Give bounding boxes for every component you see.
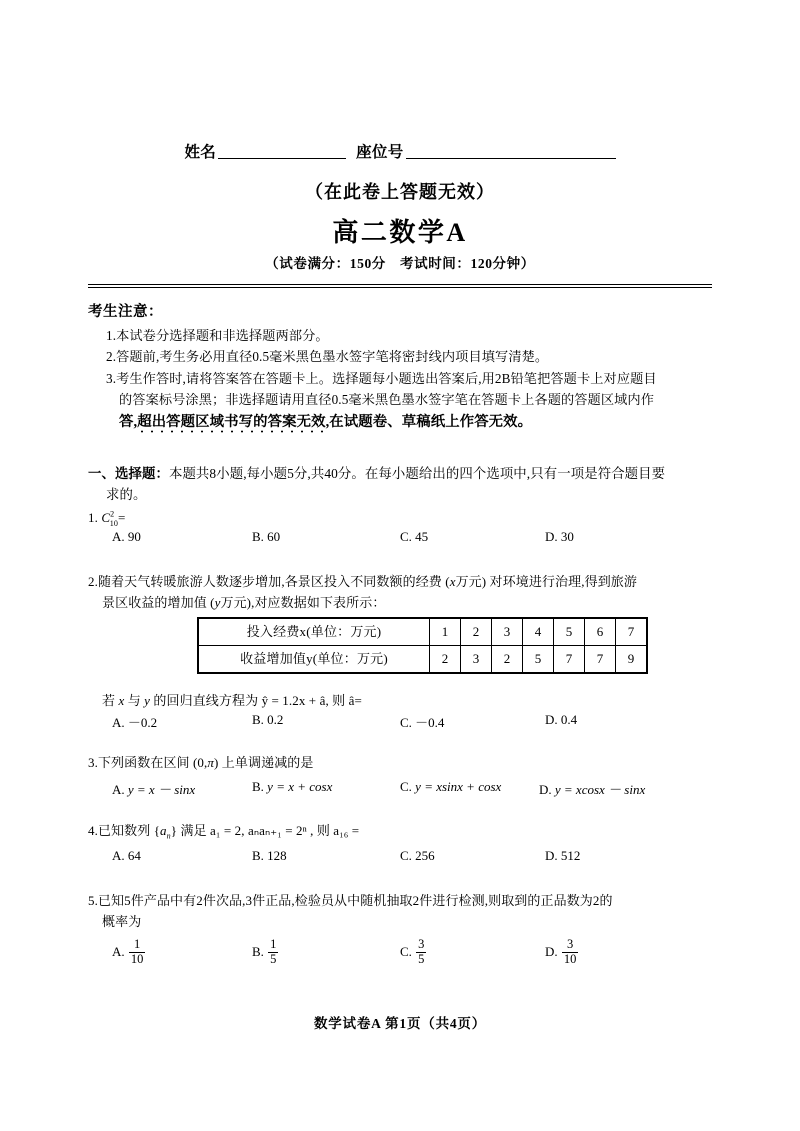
question-5	[88, 890, 716, 932]
option-b[interactable]	[252, 938, 279, 966]
q2-sub-b: 与	[127, 693, 141, 708]
notice-item-3-line2: 的答案标号涂黑；非选择题请用直径0.5毫米黑色墨水签字笔在答题卡上各题的答题区域内作	[119, 392, 654, 408]
q4-stem-b: } 满足	[170, 823, 207, 838]
section-label: 一、选择题：	[88, 466, 169, 481]
question-2-line2	[88, 592, 716, 613]
question-2-line1b: 万元) 对环境进行治理,得到旅游	[455, 574, 637, 589]
question-2-var-x: x	[449, 574, 456, 589]
option-a[interactable]: A. 90	[112, 529, 141, 544]
table-cell-y-7: 9	[616, 646, 647, 673]
question-2-regression-line	[88, 690, 716, 711]
table-row-label-x: 投入经费x(单位：万元)	[199, 619, 430, 646]
option-b[interactable]: B. 128	[252, 848, 287, 863]
option-a-letter: A.	[112, 782, 125, 797]
option-d[interactable]	[545, 938, 579, 966]
data-table	[198, 618, 647, 673]
option-d-letter: D.	[539, 782, 552, 797]
combination-subscript: 10	[109, 518, 119, 528]
option-d-expr: y = xcosx － sinx	[554, 782, 646, 797]
question-5-options	[88, 938, 716, 972]
section-desc: 本题共8小题,每小题5分,共40分。在每小题给出的四个选项中,只有一项是符合题目要	[168, 466, 666, 481]
notice-item-3	[88, 368, 716, 434]
table-row-y	[199, 646, 647, 673]
q4-an-symbol: a	[160, 823, 167, 838]
question-3-options	[88, 779, 716, 801]
option-b[interactable]: B. 0.2	[252, 712, 284, 727]
option-c-fraction	[416, 938, 426, 966]
option-a[interactable]	[112, 938, 146, 966]
notice-emph-suffix: 在试题卷、草稿纸上作答无效。	[329, 413, 533, 430]
option-d[interactable]: D. 0.4	[545, 712, 578, 727]
question-2-number: 2.	[88, 574, 98, 589]
table-cell-y-6: 7	[585, 646, 616, 673]
student-info-row	[0, 140, 800, 162]
table-cell-y-4: 5	[523, 646, 554, 673]
q5-line2: 概率为	[102, 914, 142, 930]
q4-recurrence: a₁ = 2, aₙaₙ₊₁ = 2ⁿ , 则 a₁₆ =	[210, 823, 360, 838]
question-2-options	[88, 712, 716, 734]
question-5-stem	[88, 890, 716, 911]
question-4-stem	[88, 820, 716, 843]
option-d[interactable]	[539, 779, 645, 798]
question-2-var-y: y	[214, 595, 221, 611]
notice-item-3-line3	[106, 411, 716, 434]
table-cell-y-3: 2	[492, 646, 523, 673]
option-a-numerator: 1	[134, 937, 141, 951]
question-5-number: 5.	[88, 893, 98, 908]
page-footer: 数学试卷A 第1页（共4页）	[313, 1016, 487, 1031]
option-d[interactable]: D. 30	[545, 529, 574, 544]
q2-sub-c: 的回归直线方程为	[153, 693, 259, 708]
option-d[interactable]: D. 512	[545, 848, 581, 863]
option-b-numerator: 1	[270, 937, 277, 951]
option-c[interactable]	[400, 779, 501, 795]
page-title: 高二数学A	[332, 218, 468, 247]
notice-item-3-line1: 3.考生作答时,请将答案答在答题卡上。选择题每小题选出答案后,用2B铅笔把答题卡上对应题目	[106, 370, 657, 386]
option-c-numerator: 3	[418, 937, 425, 951]
seat-input-line[interactable]	[406, 145, 616, 159]
option-d-numerator: 3	[567, 937, 574, 951]
option-d-denominator: 10	[563, 951, 577, 966]
option-c-letter: C.	[400, 779, 412, 794]
table-cell-x-2: 2	[461, 619, 492, 646]
option-b-expr: y = x + cosx	[267, 779, 333, 794]
question-1-number: 1.	[88, 510, 98, 525]
question-2-stem	[88, 571, 716, 592]
question-1-stem	[88, 507, 716, 530]
question-3-stem	[88, 752, 716, 773]
q2-sub-d: 则	[332, 693, 346, 708]
option-b-letter: B.	[252, 944, 264, 959]
option-a[interactable]: A. 64	[112, 848, 141, 863]
table-cell-x-5: 5	[554, 619, 585, 646]
table-cell-y-5: 7	[554, 646, 585, 673]
notice-title: 考生注意：	[88, 304, 163, 320]
combination-equals: =	[118, 510, 126, 525]
question-2-line1a: 随着天气转暖旅游人数逐步增加,各景区投入不同数额的经费 (	[97, 574, 450, 589]
option-b-fraction	[268, 938, 278, 966]
section-desc-line2: 求的。	[106, 486, 147, 502]
q3-stem-a: 下列函数在区间 (0,	[97, 755, 208, 770]
option-c[interactable]: C. 45	[400, 529, 429, 544]
q2-sub-a: 若	[102, 693, 116, 708]
notice-item-1: 1.本试卷分选择题和非选择题两部分。	[106, 328, 329, 343]
q2-sub-var-y: y	[144, 693, 151, 708]
option-a-letter: A.	[112, 944, 125, 959]
question-2-line2a: 景区收益的增加值 (	[102, 595, 215, 611]
notice-emph-dotted: 超出答题区域书写的答案无效,	[137, 414, 329, 433]
question-4-options	[88, 848, 716, 870]
q2-sub-e: =	[354, 693, 362, 708]
question-4	[88, 820, 716, 843]
option-a-denominator: 10	[130, 951, 144, 966]
score-time-line: （试卷满分：150分 考试时间：120分钟）	[265, 256, 535, 271]
table-cell-y-2: 3	[461, 646, 492, 673]
table-cell-x-1: 1	[430, 619, 461, 646]
table-cell-x-6: 6	[585, 619, 616, 646]
header-divider	[88, 284, 712, 288]
option-a[interactable]	[112, 779, 195, 798]
question-1-options	[88, 529, 716, 551]
option-c-denominator: 5	[418, 951, 425, 966]
option-d-letter: D.	[545, 944, 558, 959]
table-cell-x-3: 3	[492, 619, 523, 646]
invalid-answer-note: （在此卷上答题无效）	[305, 182, 495, 202]
table-row-x	[199, 619, 647, 646]
combination-superscript: 2	[110, 509, 115, 519]
q5-line1: 已知5件产品中有2件次品,3件正品,检验员从中随机抽取2件进行检测,则取到的正品数为2的	[97, 893, 613, 908]
option-d-fraction	[562, 938, 579, 966]
notice-emph-prefix: 答,	[119, 413, 138, 430]
combination-symbol: C	[101, 510, 111, 525]
q4-an-subscript: n	[166, 831, 171, 841]
q2-sub-var-x: x	[118, 693, 125, 708]
question-2-line2b: 万元),对应数据如下表所示：	[220, 595, 386, 611]
table-cell-x-4: 4	[523, 619, 554, 646]
option-b-denominator: 5	[270, 951, 277, 966]
question-3	[88, 752, 716, 773]
candidate-notice	[88, 300, 716, 434]
section-choice-heading	[88, 464, 716, 506]
option-b[interactable]: B. 60	[252, 529, 281, 544]
q3-pi: π	[207, 755, 215, 770]
question-4-number: 4.	[88, 823, 98, 838]
option-a-expr: y = x － sinx	[127, 782, 196, 797]
q3-stem-b: ) 上单调递减的是	[214, 755, 314, 770]
question-2	[88, 571, 716, 613]
option-b[interactable]	[252, 779, 332, 795]
q2-regression-equation: ŷ = 1.2x + â,	[261, 693, 329, 708]
table-cell-x-7: 7	[616, 619, 647, 646]
option-c-expr: y = xsinx + cosx	[415, 779, 502, 794]
table-row-label-y: 收益增加值y(单位：万元)	[199, 646, 430, 673]
q2-ahat: â	[348, 693, 355, 708]
question-3-number: 3.	[88, 755, 98, 770]
question-1	[88, 507, 716, 530]
name-label: 姓名	[184, 144, 217, 161]
name-input-line[interactable]	[218, 145, 346, 159]
seat-label: 座位号	[356, 144, 404, 161]
option-b-letter: B.	[252, 779, 264, 794]
option-c[interactable]	[400, 938, 427, 966]
notice-item-2: 2.答题前,考生务必用直径0.5毫米黑色墨水签字笔将密封线内项目填写清楚。	[106, 349, 549, 365]
question-2-subquestion	[88, 690, 716, 711]
q4-stem-a: 已知数列 {	[97, 823, 161, 838]
option-c-letter: C.	[400, 944, 412, 959]
option-c[interactable]: C. －0.4	[400, 715, 445, 730]
option-c[interactable]: C. 256	[400, 848, 435, 863]
combination-expression	[101, 509, 126, 528]
option-a-fraction	[129, 938, 146, 966]
data-table-frame	[197, 617, 648, 674]
table-cell-y-1: 2	[430, 646, 461, 673]
option-a[interactable]: A. －0.2	[112, 715, 158, 730]
